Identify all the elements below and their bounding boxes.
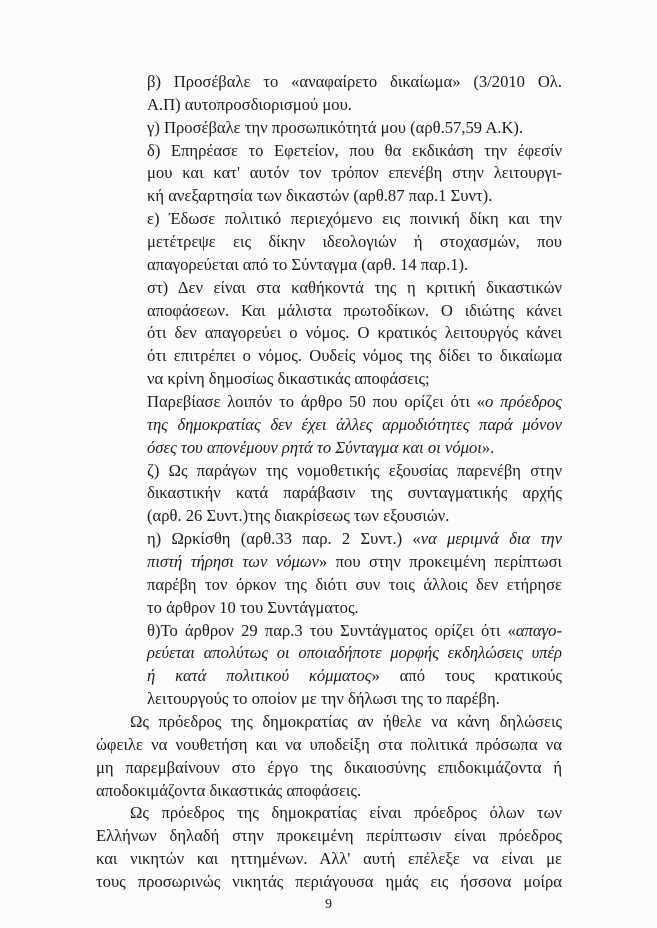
text-line: και νικητών και ηττημένων. Αλλ' αυτή επέλεξε να είναι με <box>96 849 562 869</box>
text-line: η) Ωρκίσθη (αρθ.33 παρ. 2 Συντ.) «να μεριμνά δια την <box>147 529 562 549</box>
text-line: β) Προσέβαλε το «αναφαίρετο δικαίωμα» (3/2010 Ολ. <box>147 72 562 91</box>
text-line: ζ) Ως παράγων της νομοθετικής εξουσίας παρενέβη στην <box>147 460 562 480</box>
text-line: κή ανεξαρτησία των δικαστών (αρθ.87 παρ.1 Συντ). <box>147 186 493 206</box>
text-line: όσες του απονέμουν ρητά το Σύνταγμα και οι νόμοι». <box>147 437 495 457</box>
text-line: δικαστικήν κατά παράβασιν της συνταγματικής αρχής <box>147 483 562 503</box>
text-line: παρέβη τον όρκον της διότι συν τοις άλλοις δεν ετήρησε <box>147 574 562 594</box>
text-line: Α.Π) αυτοπροσδιορισμού μου. <box>147 94 352 114</box>
text-line: αποδοκιμάζοντα δικαστικάς αποφάσεις. <box>96 780 362 800</box>
text-line: (αρθ. 26 Συντ.)της διακρίσεως των εξουσιών. <box>147 506 450 526</box>
text-line: τους προσωρινώς νικητάς περιάγουσα ημάς εις ήσσονα μοίρα <box>96 872 562 891</box>
text-line: θ)Το άρθρον 29 παρ.3 του Συντάγματος ορίζει ότι «απαγο- <box>147 620 562 640</box>
text-line: δ) Επηρέασε το Εφετείον, που θα εκδικάση την έφεσίν <box>147 140 562 160</box>
text-line: να κρίνη δημοσίως δικαστικάς αποφάσεις; <box>147 369 430 389</box>
text-line: ότι επιτρέπει ο νόμος. Ουδείς νόμος της δίδει το δικαίωμα <box>147 346 562 366</box>
text-line: γ) Προσέβαλε την προσωπικότητά μου (αρθ.57,59 Α.Κ). <box>147 117 524 137</box>
text-line: πιστή τήρησι των νόμων» που στην προκειμένη περίπτωσι <box>147 552 563 571</box>
text-line: απαγορεύεται από το Σύνταγμα (αρθ. 14 παρ.1). <box>147 254 469 274</box>
text-line: Παρεβίασε λοιπόν το άρθρο 50 που ορίζει ότι «ο πρόεδρος <box>147 392 562 411</box>
text-line: αποφάσεων. Και μάλιστα πρωτοδίκων. Ο ιδιώτης κάνει <box>147 300 562 320</box>
text-line: ότι δεν απαγορεύει ο νόμος. Ο κρατικός λειτουργός κάνει <box>147 323 562 343</box>
text-line: ή κατά πολιτικού κόμματος» από τους κρατικούς <box>147 666 562 686</box>
text-line: ώφειλε να νουθετήση και να υποδείξη στα πολιτικά πρόσωπα να <box>96 734 562 754</box>
text-line: μετέτρεψε εις δίκην ιδεολογιών ή στοχασμών, που <box>147 232 562 251</box>
text-line: ρεύεται απολύτως οι οποιαδήποτε μορφής εκδηλώσεις υπέρ <box>147 643 562 663</box>
text-line: στ) Δεν είναι στα καθήκοντά της η κριτική δικαστικών <box>147 277 562 297</box>
text-line: Ως πρόεδρος της δημοκρατίας είναι πρόεδρος όλων των <box>130 803 562 823</box>
text-line: το άρθρον 10 του Συντάγματος. <box>147 597 359 617</box>
text-line: ε) Έδωσε πολιτικό περιεχόμενο εις ποινική δίκη και την <box>147 209 562 229</box>
text-line: λειτουργούς το οποίον με την δήλωσι της το παρέβη. <box>147 689 500 709</box>
text-line: μη παρεμβαίνουν στο έργο της δικαιοσύνης επιδοκιμάζοντα ή <box>96 757 562 777</box>
text-line: Ως πρόεδρος της δημοκρατίας αν ήθελε να κάνη δηλώσεις <box>130 712 562 731</box>
text-line: της δημοκρατίας δεν έχει άλλες αρμοδιότητες παρά μόνον <box>147 414 562 434</box>
text-line: μου και κατ' αυτόν τον τρόπον επενέβη στην λειτουργι- <box>147 163 562 183</box>
page-number: 9 <box>325 897 332 912</box>
text-line: Ελλήνων δηλαδή στην προκειμένη περίπτωσιν είναι πρόεδρος <box>96 826 562 846</box>
